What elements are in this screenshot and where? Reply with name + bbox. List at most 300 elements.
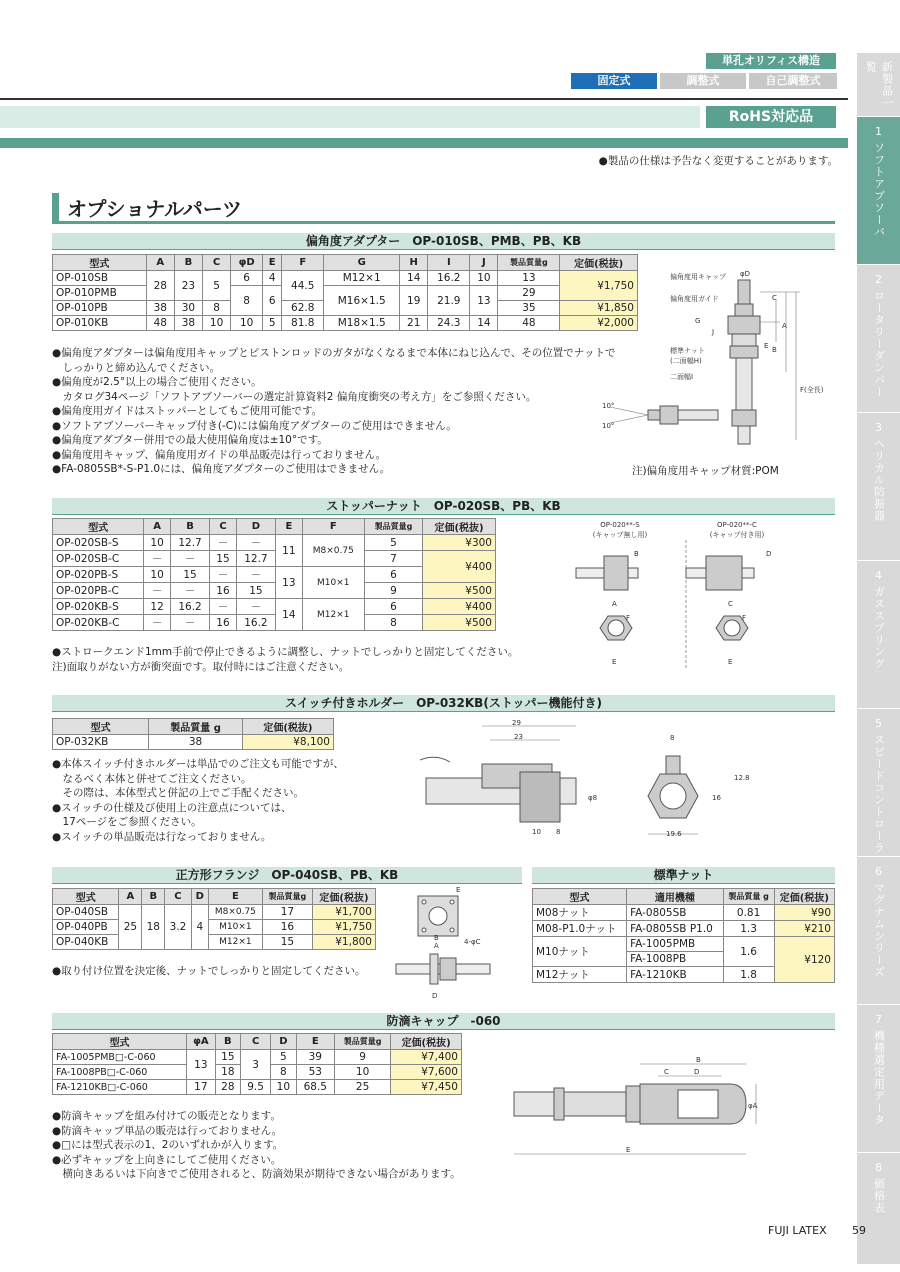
fig-label: 16 [712,794,721,802]
sec2-table [52,518,496,631]
cell: 8 [203,301,231,316]
col-header: 型式 [533,889,627,905]
model-cell: OP-010KB [53,316,147,331]
cell: 10 [231,316,263,331]
sec3-table [52,718,334,750]
col-header: J [470,255,498,271]
fig-label: (キャップ無し用) [592,531,648,539]
cell: 10 [470,271,498,286]
cell: 81.8 [282,316,324,331]
cell: 28 [146,271,174,301]
cell: 6 [263,286,282,316]
fig-label: OP-020**-S [600,521,640,529]
col-header: I [428,255,470,271]
sec1-notes [52,346,616,477]
note: ●ソフトアブソーバーキャップ付き(-C)には偏角度アダプターのご使用はできません。 [52,419,457,432]
cell: 24.3 [428,316,470,331]
sec3-notes [52,757,344,844]
price-cell: ¥1,850 [560,301,638,316]
cell: M8×0.75 [208,905,262,920]
side-tab-1[interactable]: 1 ソフトアブソーバ [857,116,900,264]
fig-label: C [728,600,733,608]
col-header: B [215,1034,241,1050]
col-header: φD [231,255,263,271]
model-cell: OP-020KB-C [53,615,144,631]
header-rule [0,98,848,100]
price-cell: ¥1,750 [312,920,375,935]
price-cell: ¥2,000 [560,316,638,331]
cell: 53 [296,1065,334,1080]
cell: － [170,583,209,599]
fig-label: 4-φC [464,938,481,946]
model-cell: OP-020PB-S [53,567,144,583]
cell: 15 [210,551,236,567]
fig-label: D [766,550,772,558]
cell: 48 [498,316,560,331]
col-header: D [191,889,208,905]
model-cell: OP-020SB-S [53,535,144,551]
col-header: B [142,889,165,905]
side-tab-2[interactable]: 2 ロータリーダンパー [857,264,900,412]
cell: 7 [364,551,422,567]
title-marker [52,193,59,223]
fig-label: 19.6 [666,830,682,838]
cell: 48 [146,316,174,331]
fig-label: E [612,658,617,666]
model-cell: M12ナット [533,967,627,983]
col-header: E [263,255,282,271]
sec5-title: 標準ナット [532,867,835,884]
fig-label: A [434,942,439,950]
sec1-fig-note: 注)偏角度用キャップ材質:POM [632,465,779,477]
fig-label: (キャップ付き用) [709,531,765,539]
price-cell: ¥90 [774,905,834,921]
cell: 15 [215,1050,241,1065]
cell: － [210,535,236,551]
cell: 6 [231,271,263,286]
table-row [53,551,496,567]
cell: 12.7 [170,535,209,551]
cell: － [236,567,275,583]
cell: 25 [334,1080,390,1095]
fig-label: 10 [532,828,541,836]
page-number: 59 [852,1224,866,1237]
col-header: 型式 [53,255,147,271]
drip-cap-diagram [508,1050,768,1162]
note: ●□には型式表示の1、2のいずれかが入ります。 [52,1139,284,1151]
fig-label: E [626,1146,631,1154]
cell: 9 [334,1050,390,1065]
cell: 25 [119,905,142,950]
cell: 21 [400,316,428,331]
table-row [53,935,376,950]
col-header: 型式 [53,719,149,735]
cell: M12×1 [324,271,400,286]
angle-adapter-diagram [600,262,830,460]
col-header: C [203,255,231,271]
note: その際は、本体型式と併記の上でご手配ください。 [52,787,304,799]
col-header: φA [187,1034,215,1050]
cell: 4 [263,271,282,286]
cell: － [170,551,209,567]
col-header: A [146,255,174,271]
cell: 10 [203,316,231,331]
table-row [53,583,496,599]
sec1-title: 偏角度アダプター OP-010SB、PMB、PB、KB [52,233,835,250]
cell: 38 [149,735,243,750]
cell: 14 [276,599,302,631]
cell: － [236,535,275,551]
table-row [53,920,376,935]
cell: FA-1008PB [627,952,724,967]
col-header: 定価(税抜) [391,1034,462,1050]
col-header: 製品質量 g [149,719,243,735]
table-row [53,271,638,286]
fig-label: 10° [602,422,615,430]
fig-label: 8 [556,828,561,836]
sec3-title: スイッチ付きホルダー OP-032KB(ストッパー機能付き) [52,695,835,712]
col-header: 製品質量g [262,889,312,905]
stopper-nut-diagram [570,518,810,673]
model-cell: OP-020SB-C [53,551,144,567]
price-cell: ¥1,800 [312,935,375,950]
note: ●偏角度用ガイドはストッパーとしてもご使用可能です。 [52,405,323,417]
price-cell: ¥1,700 [312,905,375,920]
cell: FA-1210KB [627,967,724,983]
price-cell: ¥210 [774,921,834,937]
price-cell: ¥7,450 [391,1080,462,1095]
cell: 1.3 [723,921,774,937]
cell: 13 [187,1050,215,1080]
col-header: 製品質量g [364,519,422,535]
sec6-title: 防滴キャップ -060 [52,1013,835,1030]
cell: 35 [498,301,560,316]
col-header: 製品質量g [334,1034,390,1050]
col-header: G [324,255,400,271]
col-header: 製品質量 g [723,889,774,905]
fig-label: B [634,550,639,558]
sec2-notes [52,645,518,674]
header-band [0,106,700,128]
sec1-table [52,254,638,331]
cell: 6 [364,567,422,583]
fig-label: 標準ナット [670,347,705,355]
cell: 17 [187,1080,215,1095]
col-header: H [400,255,428,271]
type-self-adjust: 自己調整式 [749,73,837,89]
cell: 18 [215,1065,241,1080]
side-tab-3[interactable]: 3 ヘリカル防振器 [857,412,900,560]
cell: 62.8 [282,301,324,316]
cell: M8×0.75 [302,535,364,567]
note: しっかりと締め込んでください。 [52,361,220,374]
col-header: F [302,519,364,535]
model-cell: FA-1005PMB□-C-060 [53,1050,187,1065]
fig-label: C [664,1068,669,1076]
sec2-title: ストッパーナット OP-020SB、PB、KB [52,498,835,515]
cell: 3.2 [165,905,192,950]
model-cell: OP-040SB [53,905,119,920]
cell: 1.6 [723,937,774,967]
cell: 16 [210,583,236,599]
fig-label: A [782,322,787,330]
note: ●偏角度が2.5°以上の場合ご使用ください。 [52,376,262,388]
fig-label: G [695,317,701,325]
fig-label: C [772,294,777,302]
fig-label: φD [740,270,751,278]
cell: 12 [144,599,170,615]
sec5-table [532,888,835,983]
cell: － [210,567,236,583]
fig-label: F [626,614,631,622]
side-tab-8[interactable]: 8 価格表 [857,1152,900,1264]
fig-label: (二面幅H) [670,357,702,365]
col-header: 型式 [53,1034,187,1050]
side-tab-5[interactable]: 5 スピードコントローラ [857,708,900,856]
note: ●防滴キャップを組み付けての販売となります。 [52,1110,281,1122]
note: ●ストロークエンド1mm手前で停止できるように調整し、ナットでしっかりと固定してください。 [52,646,519,658]
note: ●偏角度アダプター併用での最大使用偏角度は±10°です。 [52,434,328,446]
col-header: 定価(税抜) [312,889,375,905]
sec4-notes [52,964,365,979]
fig-label: B [772,346,777,354]
cell: － [144,583,170,599]
table-row [533,921,835,937]
note: ●FA-0805SB*-S-P1.0には、偏角度アダプターのご使用はできません。 [52,463,391,475]
fig-label: E [456,886,461,894]
col-header: E [296,1034,334,1050]
cell: M16×1.5 [324,286,400,316]
cell: － [144,551,170,567]
cell: FA-0805SB P1.0 [627,921,724,937]
cell: 23 [174,271,202,301]
col-header: 定価(税抜) [242,719,333,735]
cell: 28 [215,1080,241,1095]
fig-label: F [742,614,747,622]
fig-label: E [728,658,733,666]
cell: 9 [364,583,422,599]
note: ●偏角度用キャップ、偏角度用ガイドの単品販売は行っておりません。 [52,448,387,461]
cell: 16 [210,615,236,631]
cell: 13 [276,567,302,599]
table-row [53,905,376,920]
col-header: E [276,519,302,535]
cell: － [144,615,170,631]
spec-notice: ●製品の仕様は予告なく変更することがあります。 [598,155,838,167]
table-row [53,1050,462,1065]
cell: 10 [271,1080,297,1095]
cell: M12×1 [302,599,364,631]
fig-label: J [712,328,715,336]
sec4-table [52,888,376,950]
fig-label: 8 [670,734,675,742]
model-cell: OP-010PB [53,301,147,316]
cell: FA-0805SB [627,905,724,921]
table-row [53,599,496,615]
square-flange-diagram [390,884,520,1002]
cell: 6 [364,599,422,615]
model-cell: OP-040PB [53,920,119,935]
cell: 8 [271,1065,297,1080]
cell: 12.7 [236,551,275,567]
cell: FA-1005PMB [627,937,724,952]
cell: 38 [174,316,202,331]
cell: 8 [364,615,422,631]
table-row [533,905,835,921]
model-cell: M08-P1.0ナット [533,921,627,937]
cell: 5 [364,535,422,551]
model-cell: OP-020KB-S [53,599,144,615]
fig-label: E [764,342,769,350]
price-cell: ¥1,750 [560,271,638,301]
cell: 16.2 [170,599,209,615]
category-label: 単孔オリフィス構造 [706,53,836,69]
cell: 38 [146,301,174,316]
cell: M12×1 [208,935,262,950]
model-cell: OP-010PMB [53,286,147,301]
model-cell: FA-1008PB□-C-060 [53,1065,187,1080]
col-header: A [144,519,170,535]
rohs-badge: RoHS対応品 [706,106,836,128]
cell: － [210,599,236,615]
cell: 15 [236,583,275,599]
side-tab-6[interactable]: 6 マグナムシリーズ [857,856,900,1004]
col-header: D [236,519,275,535]
note: ●取り付け位置を決定後、ナットでしっかりと固定してください。 [52,965,366,977]
cell: 0.81 [723,905,774,921]
cell: 68.5 [296,1080,334,1095]
cell: 44.5 [282,271,324,301]
note: 17ページをご参照ください。 [52,816,202,828]
cell: － [236,599,275,615]
cell: 29 [498,286,560,301]
note: 注)面取りがない方が衝突面です。取付時にはご注意ください。 [52,660,350,673]
col-header: A [119,889,142,905]
model-cell: OP-040KB [53,935,119,950]
note: ●スイッチの単品販売は行なっておりません。 [52,830,272,843]
cell: － [170,615,209,631]
cell: 13 [498,271,560,286]
col-header: 定価(税抜) [774,889,834,905]
fig-label: 12.8 [734,774,750,782]
cell: 15 [262,935,312,950]
sec6-notes [52,1109,461,1182]
fig-label: B [696,1056,701,1064]
col-header: 定価(税抜) [560,255,638,271]
cell: 16 [262,920,312,935]
model-cell: OP-032KB [53,735,149,750]
col-header: 適用機種 [627,889,724,905]
header-stripe [0,138,848,148]
col-header: B [170,519,209,535]
cell: 18 [142,905,165,950]
type-adjustable: 調整式 [660,73,746,89]
fig-label: D [694,1068,700,1076]
cell: 14 [470,316,498,331]
table-row [53,316,638,331]
fig-label: 23 [514,733,523,741]
cell: M10×1 [302,567,364,599]
side-tab-7[interactable]: 7 機種選定用データ [857,1004,900,1152]
cell: 13 [470,286,498,316]
note: なるべく本体と併せてご注文ください。 [52,772,252,785]
col-header: D [271,1034,297,1050]
cell: 11 [276,535,302,567]
cell: 5 [271,1050,297,1065]
col-header: C [241,1034,271,1050]
cell: 15 [170,567,209,583]
table-row [53,1080,462,1095]
model-cell: OP-020PB-C [53,583,144,599]
note: ●本体スイッチ付きホルダーは単品でのご注文も可能ですが、 [52,758,344,770]
cell: 5 [203,271,231,301]
cell: 8 [231,286,263,316]
col-header: F [282,255,324,271]
note: ●必ずキャップを上向きにしてご使用ください。 [52,1153,282,1166]
cell: 19 [400,286,428,316]
sec4-title: 正方形フランジ OP-040SB、PB、KB [52,867,522,884]
note: ●防滴キャップ単品の販売は行っておりません。 [52,1124,283,1137]
col-header: B [174,255,202,271]
fig-label: A [612,600,617,608]
price-cell: ¥400 [423,551,496,583]
model-cell: M08ナット [533,905,627,921]
cell: 10 [334,1065,390,1080]
fig-label: 偏角度用ガイド [670,295,719,303]
note: ●偏角度アダプターは偏角度用キャップとピストンロッドのガタがなくなるまで本体にねじ込んで、その位置でナットで [52,347,616,359]
cell: 14 [400,271,428,286]
fig-label: 10° [602,402,615,410]
model-cell: FA-1210KB□-C-060 [53,1080,187,1095]
col-header: 定価(税抜) [423,519,496,535]
footer-brand: FUJI LATEX [768,1224,827,1237]
fig-label: φ8 [588,794,598,802]
price-cell: ¥500 [423,615,496,631]
col-header: 型式 [53,889,119,905]
cell: M18×1.5 [324,316,400,331]
fig-label: OP-020**-C [717,521,757,529]
cell: 17 [262,905,312,920]
col-header: E [208,889,262,905]
col-header: C [210,519,236,535]
side-tab-4[interactable]: 4 ガススプリング [857,560,900,708]
side-tab-new[interactable]: 新製品一覧 [857,52,900,116]
fig-label: 二面幅I [670,373,694,381]
fig-label: 偏角度用キャップ [670,273,726,281]
model-cell: OP-010SB [53,271,147,286]
cell: 4 [191,905,208,950]
price-cell: ¥500 [423,583,496,599]
cell: 1.8 [723,967,774,983]
cell: 21.9 [428,286,470,316]
cell: 16.2 [236,615,275,631]
title-underline [52,221,835,224]
sec6-table [52,1033,462,1095]
cell: 10 [144,535,170,551]
fig-label: φA [748,1102,758,1110]
cell: 3 [241,1050,271,1080]
col-header: 型式 [53,519,144,535]
cell: 16.2 [428,271,470,286]
fig-label: B [434,934,439,942]
type-fixed: 固定式 [571,73,657,89]
col-header: 製品質量g [498,255,560,271]
fig-label: F(全長) [800,386,824,394]
table-row [53,535,496,551]
cell: 30 [174,301,202,316]
table-row [533,937,835,952]
price-cell: ¥400 [423,599,496,615]
